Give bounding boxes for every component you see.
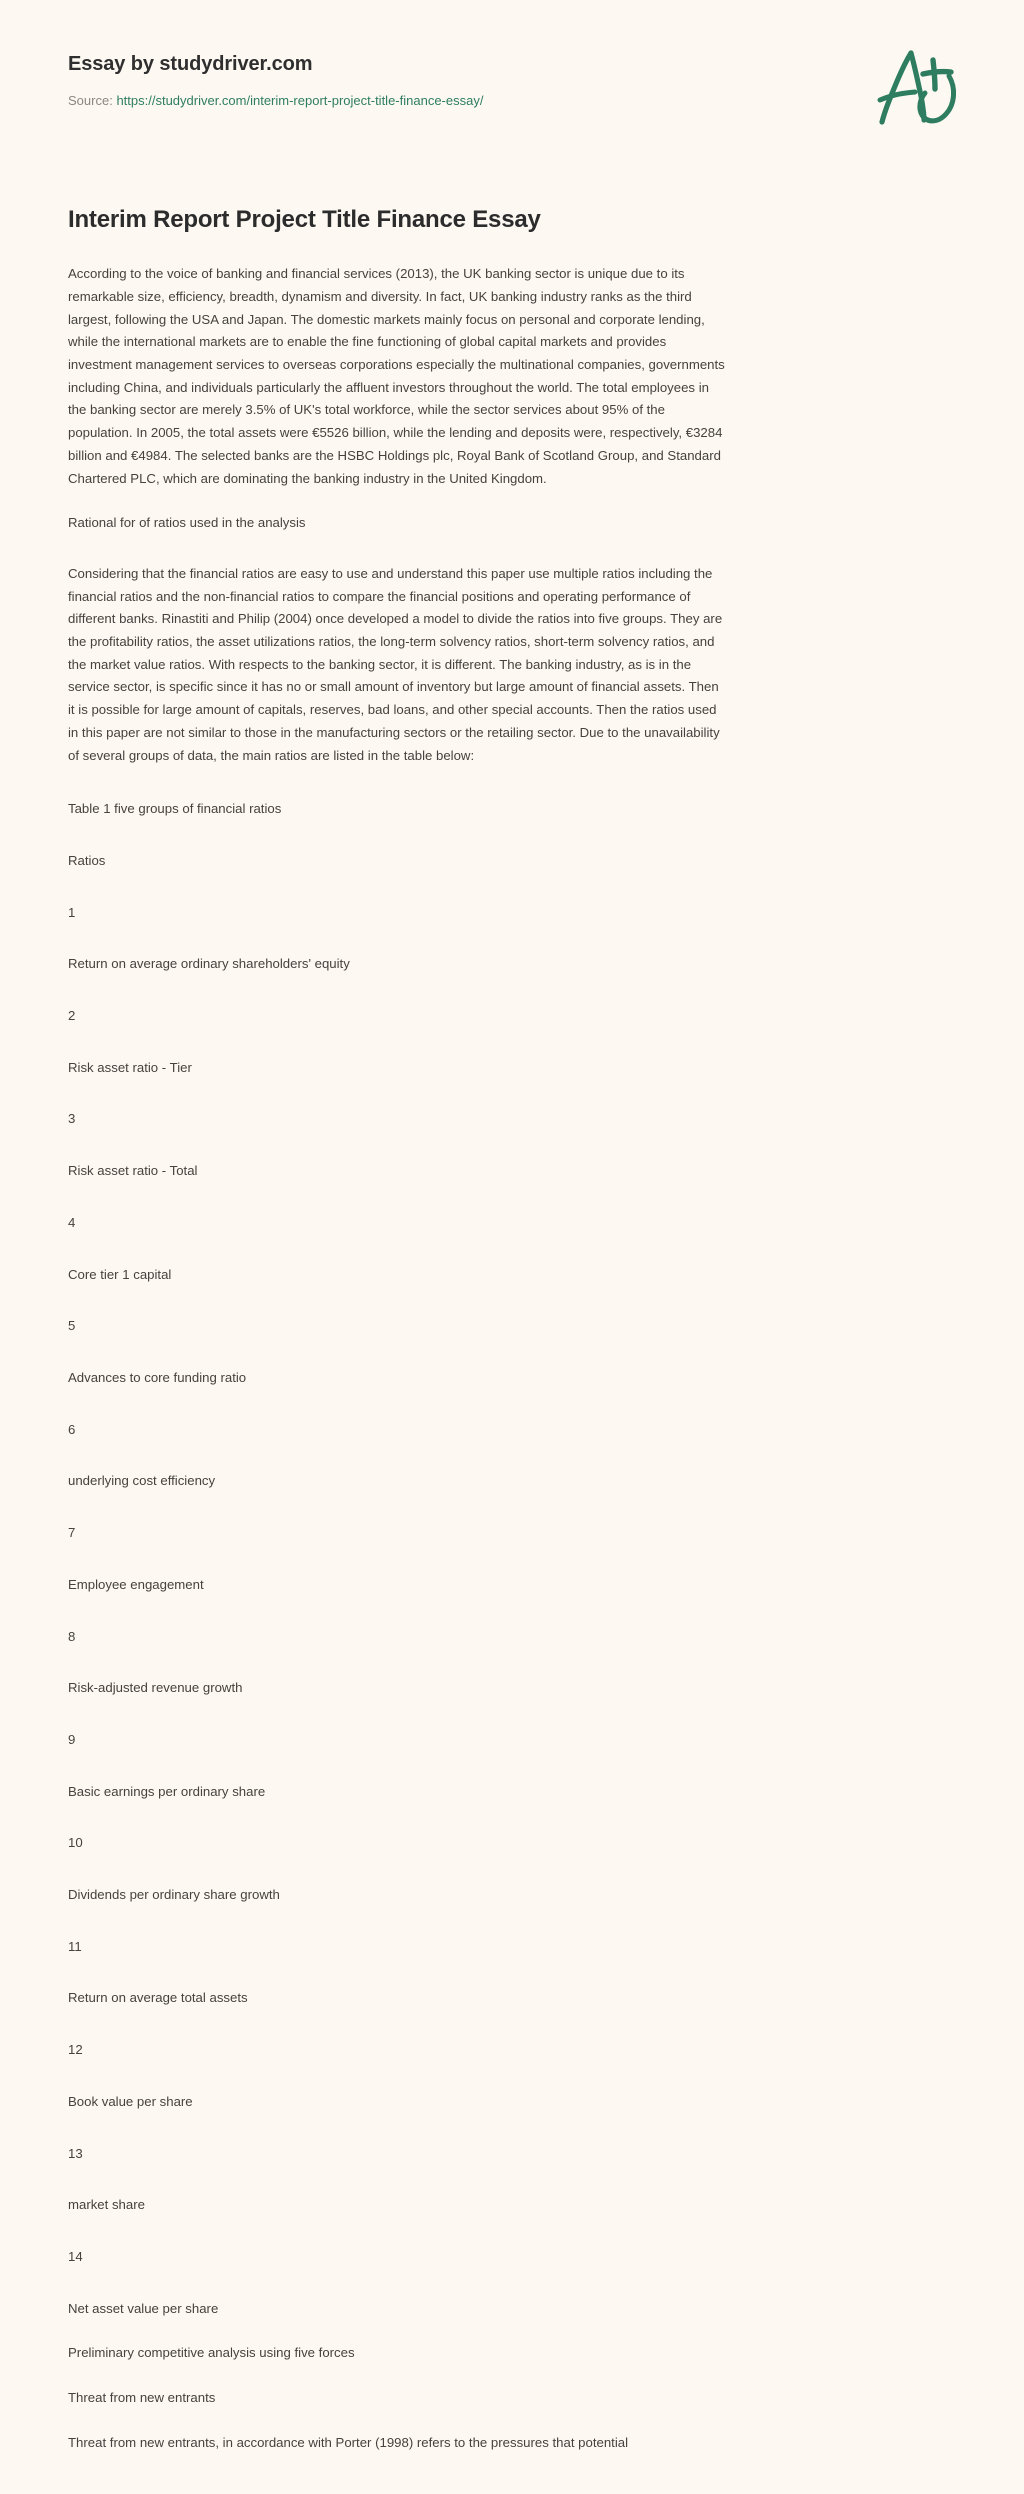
ratio-number: 10 xyxy=(68,1835,83,1851)
ratio-name: Return on average total assets xyxy=(68,1990,248,2006)
ratio-number: 13 xyxy=(68,2145,83,2161)
article-body xyxy=(0,204,1024,2494)
ratio-name: Return on average ordinary shareholders' equity xyxy=(68,956,350,972)
source-line xyxy=(68,93,964,110)
site-header xyxy=(0,0,1024,120)
ratio-number: 8 xyxy=(68,1628,76,1644)
ratio-name: underlying cost efficiency xyxy=(68,1473,216,1489)
brand-title: Essay by studydriver.com xyxy=(68,53,313,75)
source-url-link[interactable]: https://studydriver.com/interim-report-project-title-finance-essay/ xyxy=(116,93,484,108)
ratio-number: 4 xyxy=(68,1214,76,1230)
closing-paragraph: Threat from new entrants, in accordance with Porter (1998) refers to the pressures that potential xyxy=(68,2434,629,2450)
table-column-header: Ratios xyxy=(68,852,106,868)
ratio-name: Basic earnings per ordinary share xyxy=(68,1783,266,1799)
ratio-number: 11 xyxy=(68,1938,82,1954)
ratio-number: 3 xyxy=(68,1111,76,1127)
ratio-name: Advances to core funding ratio xyxy=(68,1369,247,1385)
ratio-number: 9 xyxy=(68,1731,76,1747)
page-title: Interim Report Project Title Finance Essay xyxy=(68,206,541,233)
ratio-number: 12 xyxy=(68,2042,83,2058)
table-caption: Table 1 five groups of financial ratios xyxy=(68,801,282,817)
section-heading-five-forces: Preliminary competitive analysis using five forces xyxy=(68,2345,355,2361)
ratio-name: Risk asset ratio - Tier xyxy=(68,1059,192,1075)
ratio-name: Book value per share xyxy=(68,2093,193,2109)
ratio-number: 14 xyxy=(68,2248,83,2264)
ratio-number: 2 xyxy=(68,1008,76,1024)
source-label: Source: xyxy=(68,93,113,108)
ratio-name: Dividends per ordinary share growth xyxy=(68,1887,280,1903)
section-heading-threat-new-entrants: Threat from new entrants xyxy=(68,2390,216,2406)
ratio-name: Core tier 1 capital xyxy=(68,1266,172,1282)
ratio-name: Employee engagement xyxy=(68,1576,204,1592)
ratio-name: Risk asset ratio - Total xyxy=(68,1163,198,1179)
ratio-name: market share xyxy=(68,2197,145,2213)
intro-paragraph: According to the voice of banking and financial services (2013), the UK banking sector is unique due to its remarkable size, efficiency, breadth, dynamism and diversity. In fact, UK banking industry ranks as the third largest, following the USA and Japan. The domestic markets mainly focus on personal and corporate lending, while the international markets are to enable the fine functioning of global capital markets and provides investment management services to overseas corporations especially the multinational companies, governments including China, and individuals particularly the affluent investors throughout the world. The total employees in the banking sector are merely 3.5% of UK's total workforce, while the sector services about 95% of the population. In 2005, the total assets were €5526 billion, while the lending and deposits were, respectively, €3284 billion and €4984. The selected banks are the HSBC Holdings plc, Royal Bank of Scotland Group, and Standard Chartered PLC, which are dominating the banking industry in the United Kingdom. xyxy=(68,266,725,486)
ratio-name: Risk-adjusted revenue growth xyxy=(68,1680,243,1696)
ratio-number: 6 xyxy=(68,1421,76,1437)
ratio-number: 5 xyxy=(68,1318,76,1334)
aplus-logo-icon[interactable] xyxy=(870,44,966,128)
section-heading-rationale: Rational for of ratios used in the analysis xyxy=(68,515,306,531)
ratio-name: Net asset value per share xyxy=(68,2300,219,2316)
ratio-number: 1 xyxy=(68,904,76,920)
rationale-paragraph: Considering that the financial ratios are easy to use and understand this paper use multiple ratios including the financial ratios and the non-financial ratios to compare the financial positions and operating performance of different banks. Rinastiti and Philip (2004) once developed a model to divide the ratios into five groups. They are the profitability ratios, the asset utilizations ratios, the long-term solvency ratios, short-term solvency ratios, and the market value ratios. With respects to the banking sector, it is different. The banking industry, as is in the service sector, is specific since it has no or small amount of inventory but large amount of financial assets. Then it is possible for large amount of capitals, reserves, bad loans, and other special accounts. Then the ratios used in this paper are not similar to those in the manufacturing sectors or the retailing sector. Due to the unavailability of several groups of data, the main ratios are listed in the table below: xyxy=(68,565,723,763)
ratio-number: 7 xyxy=(68,1525,76,1541)
